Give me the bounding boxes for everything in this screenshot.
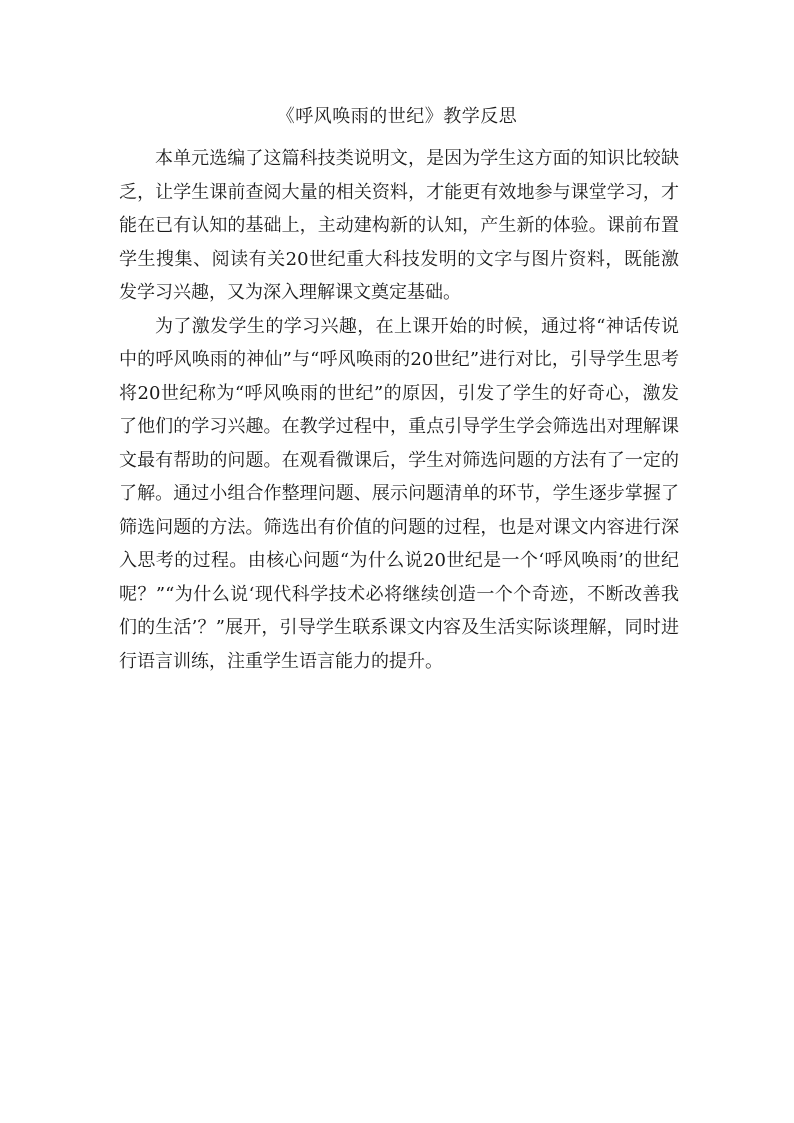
- document-title: 《呼风唤雨的世纪》教学反思: [276, 106, 518, 127]
- document-body: [119, 142, 679, 678]
- paragraph-1: 本单元选编了这篇科技类说明文，是因为学生这方面的知识比较缺乏，让学生课前查阅大量的相关资料，才能更有效地参与课堂学习，才能在已有认知的基础上，主动建构新的认知，产生新的体验。课前布置学生搜集、阅读有关20世纪重大科技发明的文字与图片资料，既能激发学习兴趣，又为深入理解课文奠定基础。: [119, 148, 679, 303]
- paragraph-2: 为了激发学生的学习兴趣，在上课开始的时候，通过将“神话传说中的呼风唤雨的神仙”与“呼风唤雨的20世纪”进行对比，引导学生思考将20世纪称为“呼风唤雨的世纪”的原因，引发了学生的好奇心，激发了他们的学习兴趣。在教学过程中，重点引导学生学会筛选出对理解课文最有帮助的问题。在观看微课后，学生对筛选问题的方法有了一定的了解。通过小组合作整理问题、展示问题清单的环节，学生逐步掌握了筛选问题的方法。筛选出有价值的问题的过程，也是对课文内容进行深入思考的过程。由核心问题“为什么说20世纪是一个‘呼风唤雨’的世纪呢？”“为什么说‘现代科学技术必将继续创造一个个奇迹，不断改善我们的生活’？”展开，引导学生联系课文内容及生活实际谈理解，同时进行语言训练，注重学生语言能力的提升。: [119, 315, 679, 672]
